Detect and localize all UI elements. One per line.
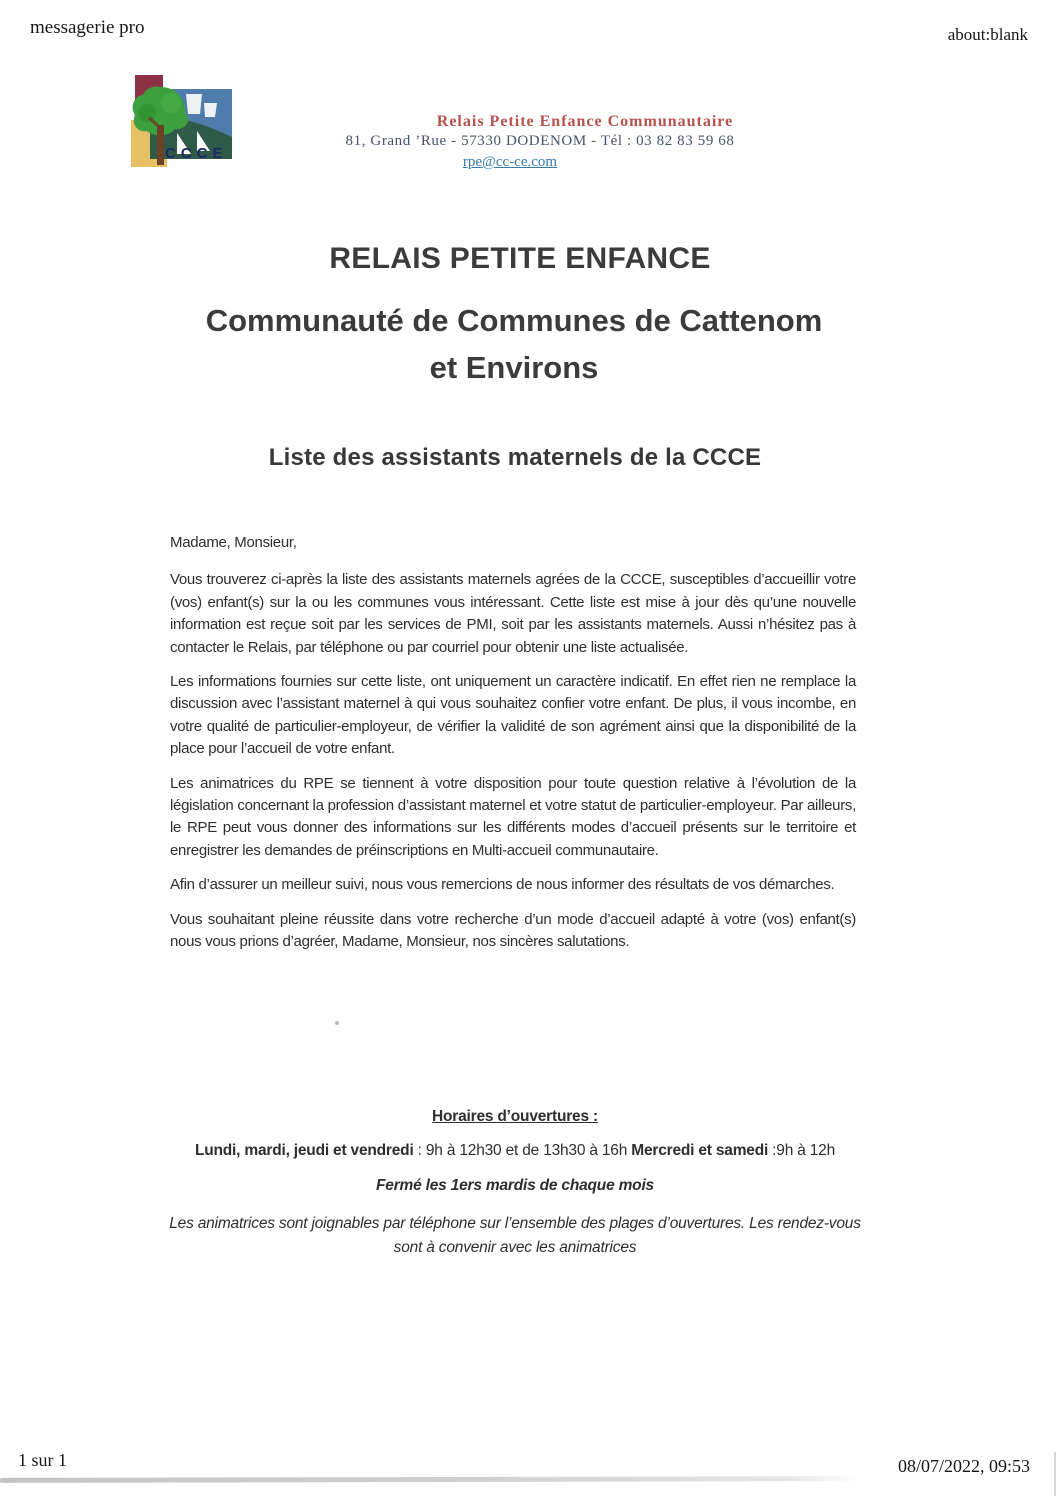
hours-times-weekdays: : 9h à 12h30 et de 13h30 à 16h [413,1142,632,1159]
hours-heading: Horaires d’ouvertures : [432,1108,598,1125]
print-timestamp: 08/07/2022, 09:53 [897,1456,1030,1476]
salutation: Madame, Monsieur, [170,534,297,551]
opening-hours-section [0,1108,1030,1260]
print-header-title: messagerie pro [30,17,145,38]
document-title: RELAIS PETITE ENFANCE [329,242,711,275]
scan-artifact-dot [335,1021,339,1025]
scan-artifact-line [0,1476,858,1483]
document-subtitle: Communauté de Communes de Cattenom et Environs [205,303,823,385]
hours-closed-note: Fermé les 1ers mardis de chaque mois [376,1177,654,1194]
paragraph-salutations: Vous souhaitant pleine réussite dans votre recherche d’un mode d’accueil adapté à votre (vos) enfant(s) nous vous prions d’agréer, Madame, Monsieur, nos sincères salutations. [170,910,856,951]
hours-days-wed-sat: Mercredi et samedi [631,1142,769,1159]
hours-times-wed-sat: :9h à 12h [768,1142,836,1159]
org-address: 81, Grand ’Rue - 57330 DODENOM - Tél : 03 82 83 59 68 [345,133,735,149]
org-email-link[interactable]: rpe@cc-ce.com [462,154,558,170]
hours-schedule [0,1142,1030,1160]
paragraph-suivi: Afin d’assurer un meilleur suivi, nous vous remercions de nous informer des résultats de vos démarches. [170,876,835,894]
print-header-url: about:blank [947,25,1028,44]
ccce-logo-text: CCCE [165,145,228,162]
scan-artifact-edge [1054,1452,1056,1496]
hours-contact-note: Les animatrices sont joignables par téléphone sur l’ensemble des plages d’ouvertures. Les rendez-vous sont à convenir avec les animatrices [169,1215,861,1256]
page-count: 1 sur 1 [18,1450,67,1470]
paragraph-animatrices-rpe: Les animatrices du RPE se tiennent à votre disposition pour toute question relative à l’évolution de la législation concernant la profession d’assistant maternel et votre statut de particulier-employeur. Par ailleurs, le RPE peut vous donner des informations sur les différents modes d’accueil présents sur le territoire et enregistrer les demandes de préinscriptions en Multi-accueil communautaire. [170,774,856,859]
org-name: Relais Petite Enfance Communautaire [436,113,734,130]
letterhead [160,112,920,172]
hours-days-weekdays: Lundi, mardi, jeudi et vendredi [194,1142,414,1159]
paragraph-indicative: Les informations fournies sur cette liste, ont uniquement un caractère indicatif. En effet rien ne remplace la discussion avec l’assistant maternel à qui vous souhaitez confier votre enfant. De plus, il vous incombe, en votre qualité de particulier-employeur, de vérifier la validité de son agrément ainsi que la disponibilité de la place pour l’accueil de votre enfant. [170,673,856,758]
section-title: Liste des assistants maternels de la CCCE [268,444,762,471]
paragraph-list-intro: Vous trouverez ci-après la liste des assistants maternels agrées de la CCCE, susceptibles d’accueillir votre (vos) enfant(s) sur la ou les communes vous intéressant. Cette liste est mise à jour dès qu’une nouvelle information est reçue soit par les services de PMI, soit par les assistants maternels. Aussi n’hésitez pas à contacter le Relais, par téléphone ou par courriel pour obtenir une liste actualisée. [170,571,856,656]
letter-body [170,532,856,966]
